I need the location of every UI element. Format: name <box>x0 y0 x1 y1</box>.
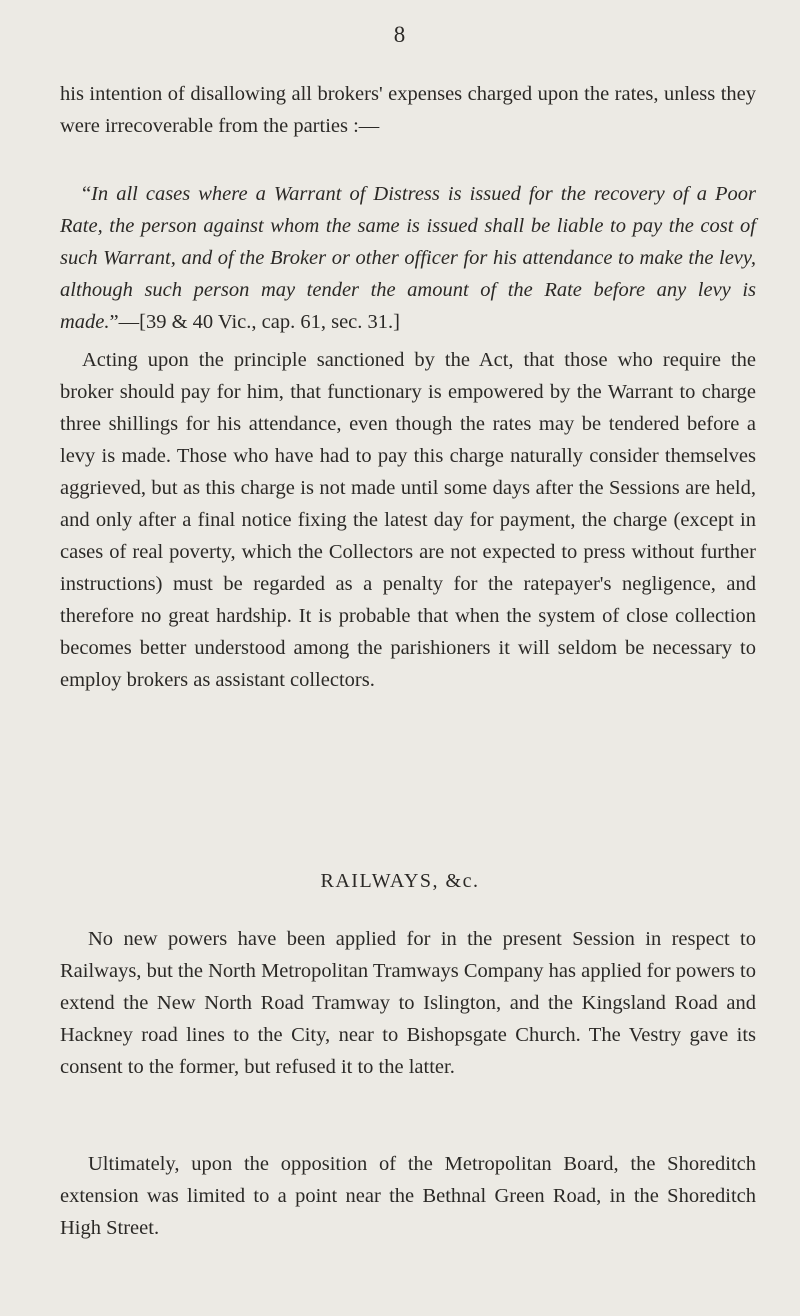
quotation-citation: —[39 & 40 Vic., cap. 61, sec. 31.] <box>118 311 400 333</box>
acting-paragraph: Acting upon the principle sanctioned by the Act, that those who require the broker should pay for him, that functionary is empowered by the Warrant to charge three shillings for his attendance, even though the rates may be tendered before a levy is made. Those who have had to pay this charge naturally consider themselves aggrieved, but as this charge is not made until some days after the Sessions are held, and only after a final notice fixing the latest day for payment, the charge (except in cases of real poverty, which the Collectors are not expected to press without further instructions) must be regarded as a penalty for the ratepayer's negligence, and therefore no great hardship. It is probable that when the system of close collection becomes better understood among the parishioners it will seldom be necessary to employ brokers as assistant collectors. <box>60 349 756 691</box>
intro-paragraph: his intention of disallowing all brokers' expenses charged upon the rates, unless they were irrecoverable from the parties :— <box>60 83 756 137</box>
quotation-text: In all cases where a Warrant of Distress is issued for the recovery of a Poor Rate, the person against whom the same is issued shall be liable to pay the cost of such Warrant, and of the Broker or other officer for his attendance to make the levy, although such person may tender the amount of the Rate before any levy is made. <box>60 183 756 333</box>
ultimately-paragraph: Ultimately, upon the opposition of the Metropolitan Board, the Shoreditch extension was limited to a point near the Bethnal Green Road, in the Shoreditch High Street. <box>60 1153 756 1239</box>
quote-close-mark: ” <box>109 311 119 333</box>
railways-heading: RAILWAYS, &c. <box>320 870 480 892</box>
quote-open-mark: “ <box>82 183 92 205</box>
railways-paragraph: No new powers have been applied for in the present Session in respect to Railways, but the North Metropolitan Tramways Company has applied for powers to extend the New North Road Tramway to Islington, and the Kingsland Road and Hackney road lines to the City, near to Bishopsgate Church. The Vestry gave its consent to the former, but refused it to the latter. <box>60 928 756 1078</box>
page-number: 8 <box>393 22 407 47</box>
act-quotation <box>60 178 756 338</box>
